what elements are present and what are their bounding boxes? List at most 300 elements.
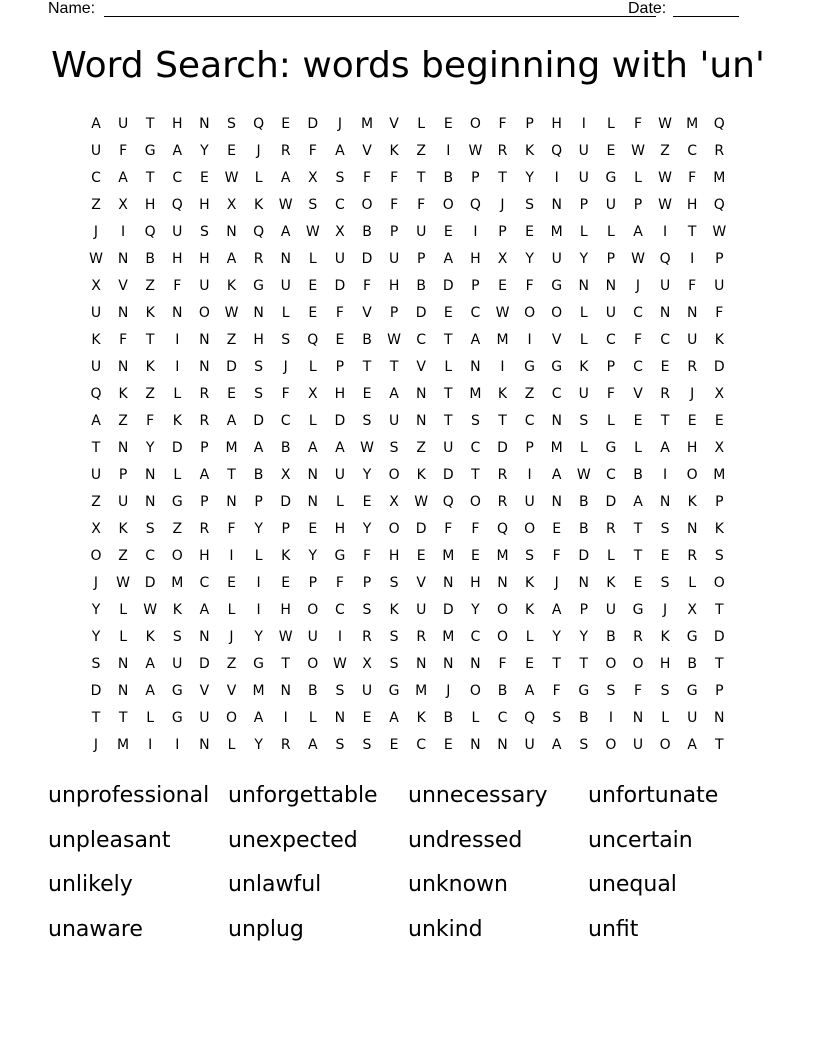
grid-letter[interactable]: M	[550, 440, 563, 456]
grid-letter[interactable]: I	[229, 548, 234, 564]
grid-letter[interactable]: E	[443, 224, 453, 240]
grid-letter[interactable]: P	[281, 521, 290, 537]
grid-letter[interactable]: O	[713, 575, 725, 591]
grid-letter[interactable]: A	[551, 467, 562, 483]
grid-letter[interactable]: U	[443, 440, 454, 456]
grid-letter[interactable]: T	[444, 413, 453, 429]
grid-letter[interactable]: F	[688, 278, 697, 294]
grid-letter[interactable]: F	[525, 278, 534, 294]
grid-letter[interactable]: N	[578, 575, 590, 591]
grid-letter[interactable]: K	[118, 521, 128, 537]
grid-letter[interactable]: I	[283, 710, 288, 726]
grid-letter[interactable]: A	[145, 683, 155, 699]
grid-letter[interactable]: J	[690, 386, 695, 402]
grid-letter[interactable]: E	[498, 278, 507, 294]
grid-letter[interactable]: Z	[524, 386, 535, 402]
grid-letter[interactable]: J	[446, 683, 451, 699]
grid-letter[interactable]: C	[416, 737, 427, 753]
grid-letter[interactable]: S	[335, 737, 345, 753]
grid-letter[interactable]: R	[714, 143, 725, 159]
grid-letter[interactable]: L	[579, 305, 588, 321]
grid-letter[interactable]: C	[687, 143, 698, 159]
grid-letter[interactable]: L	[606, 116, 615, 132]
grid-letter[interactable]: W	[658, 170, 673, 186]
grid-letter[interactable]: M	[442, 629, 455, 645]
grid-letter[interactable]: N	[415, 656, 427, 672]
grid-letter[interactable]: F	[498, 656, 507, 672]
grid-letter[interactable]: H	[172, 251, 183, 267]
grid-letter[interactable]: W	[224, 170, 239, 186]
grid-letter[interactable]: F	[715, 305, 724, 321]
grid-letter[interactable]: T	[145, 332, 155, 348]
grid-letter[interactable]: O	[198, 305, 210, 321]
grid-letter[interactable]: G	[171, 683, 183, 699]
grid-letter[interactable]: U	[117, 116, 129, 132]
grid-letter[interactable]: T	[281, 656, 290, 672]
grid-letter[interactable]: K	[389, 602, 399, 618]
grid-letter[interactable]: E	[552, 521, 562, 537]
grid-letter[interactable]: R	[362, 629, 372, 645]
grid-letter[interactable]: P	[254, 494, 263, 510]
grid-letter[interactable]: Z	[226, 332, 237, 348]
grid-letter[interactable]: I	[446, 143, 451, 159]
grid-letter[interactable]: K	[389, 143, 399, 159]
grid-letter[interactable]: O	[605, 656, 617, 672]
grid-letter[interactable]: F	[633, 683, 643, 699]
grid-letter[interactable]: W	[468, 143, 483, 159]
grid-letter[interactable]: D	[90, 683, 102, 699]
grid-letter[interactable]: J	[663, 602, 668, 618]
grid-letter[interactable]: F	[146, 413, 155, 429]
grid-letter[interactable]: N	[226, 494, 237, 510]
grid-letter[interactable]: Z	[660, 143, 670, 159]
grid-letter[interactable]: D	[334, 278, 346, 294]
grid-letter[interactable]: A	[253, 440, 264, 456]
grid-letter[interactable]: A	[470, 332, 481, 348]
grid-letter[interactable]: E	[308, 305, 318, 321]
grid-letter[interactable]: I	[256, 602, 261, 618]
grid-letter[interactable]: W	[712, 224, 727, 240]
grid-letter[interactable]: T	[660, 413, 670, 429]
grid-letter[interactable]: E	[470, 548, 480, 564]
grid-letter[interactable]: T	[715, 602, 724, 618]
grid-letter[interactable]: K	[172, 413, 182, 429]
grid-letter[interactable]: T	[362, 359, 372, 375]
grid-letter[interactable]: I	[256, 575, 261, 591]
grid-letter[interactable]: T	[498, 170, 507, 186]
grid-letter[interactable]: Y	[362, 467, 372, 483]
grid-letter[interactable]: I	[581, 116, 586, 132]
grid-letter[interactable]: H	[199, 197, 210, 213]
grid-letter[interactable]: H	[253, 332, 264, 348]
grid-letter[interactable]: P	[715, 251, 724, 267]
grid-letter[interactable]: M	[469, 386, 482, 402]
grid-letter[interactable]: P	[335, 359, 345, 375]
grid-letter[interactable]: L	[308, 359, 317, 375]
grid-letter[interactable]: C	[199, 575, 210, 591]
grid-letter[interactable]: W	[387, 332, 402, 348]
grid-letter[interactable]: N	[253, 305, 264, 321]
grid-letter[interactable]: L	[606, 548, 615, 564]
grid-letter[interactable]: U	[687, 710, 698, 726]
grid-letter[interactable]: G	[524, 359, 536, 375]
grid-letter[interactable]: S	[91, 656, 101, 672]
grid-letter[interactable]: F	[417, 197, 426, 213]
grid-letter[interactable]: F	[688, 170, 697, 186]
grid-letter[interactable]: S	[389, 656, 399, 672]
grid-letter[interactable]: K	[660, 629, 670, 645]
grid-letter[interactable]: N	[117, 683, 129, 699]
grid-letter[interactable]: R	[280, 143, 291, 159]
grid-letter[interactable]: A	[172, 143, 183, 159]
grid-letter[interactable]: Y	[525, 251, 534, 267]
grid-letter[interactable]: N	[659, 305, 671, 321]
grid-letter[interactable]: X	[91, 278, 101, 294]
grid-letter[interactable]: D	[280, 494, 292, 510]
grid-letter[interactable]: O	[659, 737, 671, 753]
grid-letter[interactable]: W	[224, 305, 239, 321]
grid-letter[interactable]: Y	[200, 143, 209, 159]
grid-letter[interactable]: O	[469, 494, 481, 510]
grid-letter[interactable]: S	[579, 737, 589, 753]
grid-letter[interactable]: U	[551, 251, 562, 267]
grid-letter[interactable]: N	[470, 359, 481, 375]
grid-letter[interactable]: K	[145, 359, 155, 375]
grid-letter[interactable]: U	[416, 602, 427, 618]
grid-letter[interactable]: H	[551, 116, 562, 132]
grid-letter[interactable]: A	[389, 710, 399, 726]
grid-letter[interactable]: M	[252, 683, 265, 699]
grid-letter[interactable]: N	[144, 494, 156, 510]
grid-letter[interactable]: U	[524, 737, 535, 753]
grid-letter[interactable]: K	[687, 494, 697, 510]
grid-letter[interactable]: D	[442, 278, 454, 294]
grid-letter[interactable]: L	[606, 413, 615, 429]
grid-letter[interactable]: C	[416, 332, 427, 348]
grid-letter[interactable]: S	[714, 548, 724, 564]
grid-letter[interactable]: K	[714, 332, 724, 348]
grid-letter[interactable]: A	[253, 710, 264, 726]
grid-letter[interactable]: E	[227, 143, 236, 159]
grid-letter[interactable]: H	[388, 548, 400, 564]
grid-letter[interactable]: X	[118, 197, 128, 213]
grid-letter[interactable]: L	[281, 305, 290, 321]
grid-letter[interactable]: L	[579, 332, 588, 348]
grid-letter[interactable]: R	[660, 386, 670, 402]
grid-letter[interactable]: Q	[90, 386, 102, 402]
grid-letter[interactable]: B	[362, 224, 372, 240]
grid-letter[interactable]: Q	[713, 197, 725, 213]
grid-letter[interactable]: U	[90, 467, 102, 483]
grid-letter[interactable]: Z	[91, 494, 101, 510]
grid-letter[interactable]: M	[550, 224, 563, 240]
grid-letter[interactable]: U	[90, 305, 102, 321]
grid-letter[interactable]: J	[337, 116, 342, 132]
grid-letter[interactable]: S	[362, 413, 372, 429]
grid-letter[interactable]: C	[335, 197, 345, 213]
grid-letter[interactable]: G	[605, 170, 617, 186]
grid-letter[interactable]: N	[443, 656, 454, 672]
grid-letter[interactable]: P	[308, 575, 318, 591]
grid-letter[interactable]: F	[552, 548, 561, 564]
grid-letter[interactable]: L	[227, 737, 236, 753]
grid-letter[interactable]: R	[497, 467, 508, 483]
grid-letter[interactable]: F	[444, 521, 453, 537]
grid-letter[interactable]: U	[388, 413, 400, 429]
grid-letter[interactable]: O	[469, 683, 481, 699]
grid-letter[interactable]: X	[308, 170, 318, 186]
grid-letter[interactable]: U	[307, 629, 318, 645]
grid-letter[interactable]: B	[362, 332, 372, 348]
grid-letter[interactable]: P	[525, 440, 534, 456]
grid-letter[interactable]: U	[687, 332, 698, 348]
grid-letter[interactable]: F	[362, 278, 372, 294]
grid-letter[interactable]: U	[578, 170, 589, 186]
grid-letter[interactable]: H	[199, 251, 210, 267]
grid-letter[interactable]: U	[361, 683, 373, 699]
grid-letter[interactable]: S	[281, 332, 291, 348]
grid-letter[interactable]: B	[443, 170, 454, 186]
grid-letter[interactable]: G	[551, 278, 563, 294]
name-field-line[interactable]	[104, 16, 656, 17]
grid-letter[interactable]: U	[280, 278, 291, 294]
grid-letter[interactable]: M	[117, 737, 130, 753]
grid-letter[interactable]: G	[578, 683, 590, 699]
grid-letter[interactable]: W	[143, 602, 158, 618]
grid-letter[interactable]: K	[145, 305, 155, 321]
grid-letter[interactable]: E	[443, 116, 453, 132]
grid-letter[interactable]: P	[389, 224, 399, 240]
grid-letter[interactable]: E	[362, 710, 372, 726]
grid-letter[interactable]: L	[606, 224, 615, 240]
grid-letter[interactable]: D	[307, 116, 319, 132]
grid-letter[interactable]: X	[280, 467, 291, 483]
grid-letter[interactable]: O	[524, 305, 536, 321]
grid-letter[interactable]: N	[415, 413, 427, 429]
grid-letter[interactable]: A	[308, 737, 318, 753]
grid-letter[interactable]: W	[576, 467, 591, 483]
grid-letter[interactable]: T	[633, 521, 643, 537]
grid-letter[interactable]: C	[470, 440, 481, 456]
grid-letter[interactable]: W	[360, 440, 374, 456]
grid-letter[interactable]: E	[199, 170, 209, 186]
grid-letter[interactable]: O	[442, 197, 454, 213]
grid-letter[interactable]: G	[686, 629, 698, 645]
grid-letter[interactable]: R	[199, 386, 210, 402]
grid-letter[interactable]: I	[663, 467, 668, 483]
grid-letter[interactable]: H	[686, 440, 698, 456]
grid-letter[interactable]: O	[388, 521, 400, 537]
grid-letter[interactable]: N	[659, 494, 671, 510]
grid-letter[interactable]: C	[633, 359, 643, 375]
grid-letter[interactable]: E	[633, 413, 643, 429]
grid-letter[interactable]: X	[714, 386, 725, 402]
grid-letter[interactable]: I	[663, 224, 668, 240]
grid-letter[interactable]: B	[578, 494, 589, 510]
grid-letter[interactable]: X	[714, 440, 725, 456]
grid-letter[interactable]: C	[145, 548, 156, 564]
grid-letter[interactable]: F	[281, 386, 290, 402]
grid-letter[interactable]: L	[173, 386, 182, 402]
grid-letter[interactable]: T	[715, 656, 724, 672]
grid-letter[interactable]: B	[307, 683, 318, 699]
grid-letter[interactable]: K	[525, 575, 535, 591]
grid-letter[interactable]: J	[500, 197, 505, 213]
grid-letter[interactable]: N	[605, 278, 617, 294]
grid-letter[interactable]: S	[308, 197, 318, 213]
grid-letter[interactable]: R	[280, 737, 291, 753]
grid-letter[interactable]: L	[308, 710, 317, 726]
grid-letter[interactable]: I	[608, 710, 613, 726]
grid-letter[interactable]: U	[659, 278, 671, 294]
grid-letter[interactable]: G	[171, 494, 183, 510]
grid-letter[interactable]: L	[661, 710, 669, 726]
grid-letter[interactable]: K	[714, 521, 724, 537]
grid-letter[interactable]: S	[254, 386, 264, 402]
grid-letter[interactable]: V	[118, 278, 128, 294]
grid-letter[interactable]: E	[281, 575, 291, 591]
grid-letter[interactable]: O	[632, 656, 644, 672]
grid-letter[interactable]: C	[551, 386, 562, 402]
grid-letter[interactable]: Z	[145, 386, 155, 402]
grid-letter[interactable]: S	[389, 575, 399, 591]
grid-letter[interactable]: X	[687, 602, 697, 618]
grid-letter[interactable]: B	[416, 278, 426, 294]
grid-letter[interactable]: U	[632, 737, 644, 753]
grid-letter[interactable]: D	[605, 494, 617, 510]
grid-letter[interactable]: N	[117, 359, 129, 375]
grid-letter[interactable]: N	[307, 494, 319, 510]
grid-letter[interactable]: E	[227, 575, 236, 591]
grid-letter[interactable]: Q	[551, 143, 563, 159]
grid-letter[interactable]: E	[660, 548, 670, 564]
grid-letter[interactable]: P	[498, 224, 507, 240]
grid-letter[interactable]: A	[335, 143, 345, 159]
grid-letter[interactable]: S	[552, 710, 562, 726]
grid-letter[interactable]: Z	[226, 656, 237, 672]
grid-letter[interactable]: J	[635, 278, 641, 294]
grid-letter[interactable]: T	[579, 656, 589, 672]
grid-letter[interactable]: X	[389, 494, 399, 510]
grid-letter[interactable]: M	[225, 440, 238, 456]
grid-letter[interactable]: K	[416, 467, 426, 483]
grid-letter[interactable]: A	[551, 602, 562, 618]
grid-letter[interactable]: W	[89, 251, 103, 267]
grid-letter[interactable]: R	[633, 629, 643, 645]
grid-letter[interactable]: U	[578, 143, 589, 159]
grid-letter[interactable]: P	[606, 359, 616, 375]
grid-letter[interactable]: N	[199, 737, 210, 753]
grid-letter[interactable]: L	[579, 440, 588, 456]
grid-letter[interactable]: N	[578, 278, 590, 294]
grid-letter[interactable]: T	[227, 467, 236, 483]
grid-letter[interactable]: H	[334, 521, 346, 537]
grid-letter[interactable]: T	[552, 656, 561, 672]
grid-letter[interactable]: Y	[579, 251, 589, 267]
grid-letter[interactable]: Z	[118, 548, 128, 564]
grid-letter[interactable]: Q	[171, 197, 183, 213]
grid-letter[interactable]: W	[631, 251, 645, 267]
grid-letter[interactable]: A	[443, 251, 454, 267]
grid-letter[interactable]: K	[254, 197, 264, 213]
grid-letter[interactable]: E	[335, 332, 345, 348]
grid-letter[interactable]: N	[280, 251, 291, 267]
grid-letter[interactable]: Z	[416, 440, 426, 456]
grid-letter[interactable]: K	[118, 386, 128, 402]
grid-letter[interactable]: A	[633, 494, 643, 510]
grid-letter[interactable]: A	[280, 224, 291, 240]
grid-letter[interactable]: S	[525, 197, 535, 213]
grid-letter[interactable]: P	[715, 494, 724, 510]
grid-letter[interactable]: Y	[579, 629, 589, 645]
grid-letter[interactable]: W	[278, 197, 293, 213]
grid-letter[interactable]: Q	[713, 116, 725, 132]
grid-letter[interactable]: G	[253, 278, 265, 294]
grid-letter[interactable]: Z	[416, 143, 426, 159]
grid-letter[interactable]: H	[199, 548, 210, 564]
grid-letter[interactable]: A	[145, 656, 155, 672]
grid-letter[interactable]: T	[633, 548, 643, 564]
grid-letter[interactable]: M	[415, 683, 428, 699]
grid-letter[interactable]: K	[525, 143, 535, 159]
grid-letter[interactable]: U	[578, 386, 589, 402]
grid-letter[interactable]: E	[525, 656, 535, 672]
grid-letter[interactable]: W	[658, 197, 673, 213]
grid-letter[interactable]: U	[605, 305, 617, 321]
grid-letter[interactable]: C	[497, 710, 508, 726]
grid-letter[interactable]: N	[199, 359, 210, 375]
grid-letter[interactable]: J	[93, 224, 99, 240]
grid-letter[interactable]: P	[579, 197, 589, 213]
grid-letter[interactable]: I	[500, 359, 505, 375]
grid-letter[interactable]: I	[148, 737, 153, 753]
grid-letter[interactable]: K	[525, 602, 535, 618]
grid-letter[interactable]: N	[497, 575, 508, 591]
grid-letter[interactable]: E	[416, 548, 426, 564]
grid-letter[interactable]: H	[144, 197, 156, 213]
grid-letter[interactable]: F	[119, 143, 128, 159]
grid-letter[interactable]: S	[660, 683, 670, 699]
grid-letter[interactable]: Y	[254, 737, 263, 753]
grid-letter[interactable]: E	[308, 278, 318, 294]
grid-letter[interactable]: Q	[253, 224, 265, 240]
grid-letter[interactable]: X	[497, 251, 508, 267]
grid-letter[interactable]: X	[335, 224, 345, 240]
grid-letter[interactable]: S	[227, 116, 236, 132]
grid-letter[interactable]: F	[498, 116, 507, 132]
grid-letter[interactable]: N	[551, 494, 562, 510]
grid-letter[interactable]: U	[90, 143, 102, 159]
grid-letter[interactable]: R	[687, 548, 698, 564]
grid-letter[interactable]: Q	[469, 197, 481, 213]
grid-letter[interactable]: O	[388, 467, 400, 483]
grid-letter[interactable]: L	[335, 494, 344, 510]
grid-letter[interactable]: U	[388, 251, 400, 267]
grid-letter[interactable]: P	[606, 251, 616, 267]
grid-letter[interactable]: K	[606, 575, 616, 591]
grid-letter[interactable]: B	[578, 710, 589, 726]
grid-letter[interactable]: Y	[362, 521, 372, 537]
grid-letter[interactable]: L	[688, 575, 697, 591]
grid-letter[interactable]: V	[362, 143, 372, 159]
grid-letter[interactable]: E	[606, 143, 616, 159]
grid-letter[interactable]: T	[118, 710, 128, 726]
grid-letter[interactable]: U	[334, 467, 346, 483]
grid-letter[interactable]: D	[713, 629, 725, 645]
grid-letter[interactable]: J	[93, 737, 99, 753]
grid-letter[interactable]: E	[389, 737, 399, 753]
grid-letter[interactable]: Z	[91, 197, 101, 213]
